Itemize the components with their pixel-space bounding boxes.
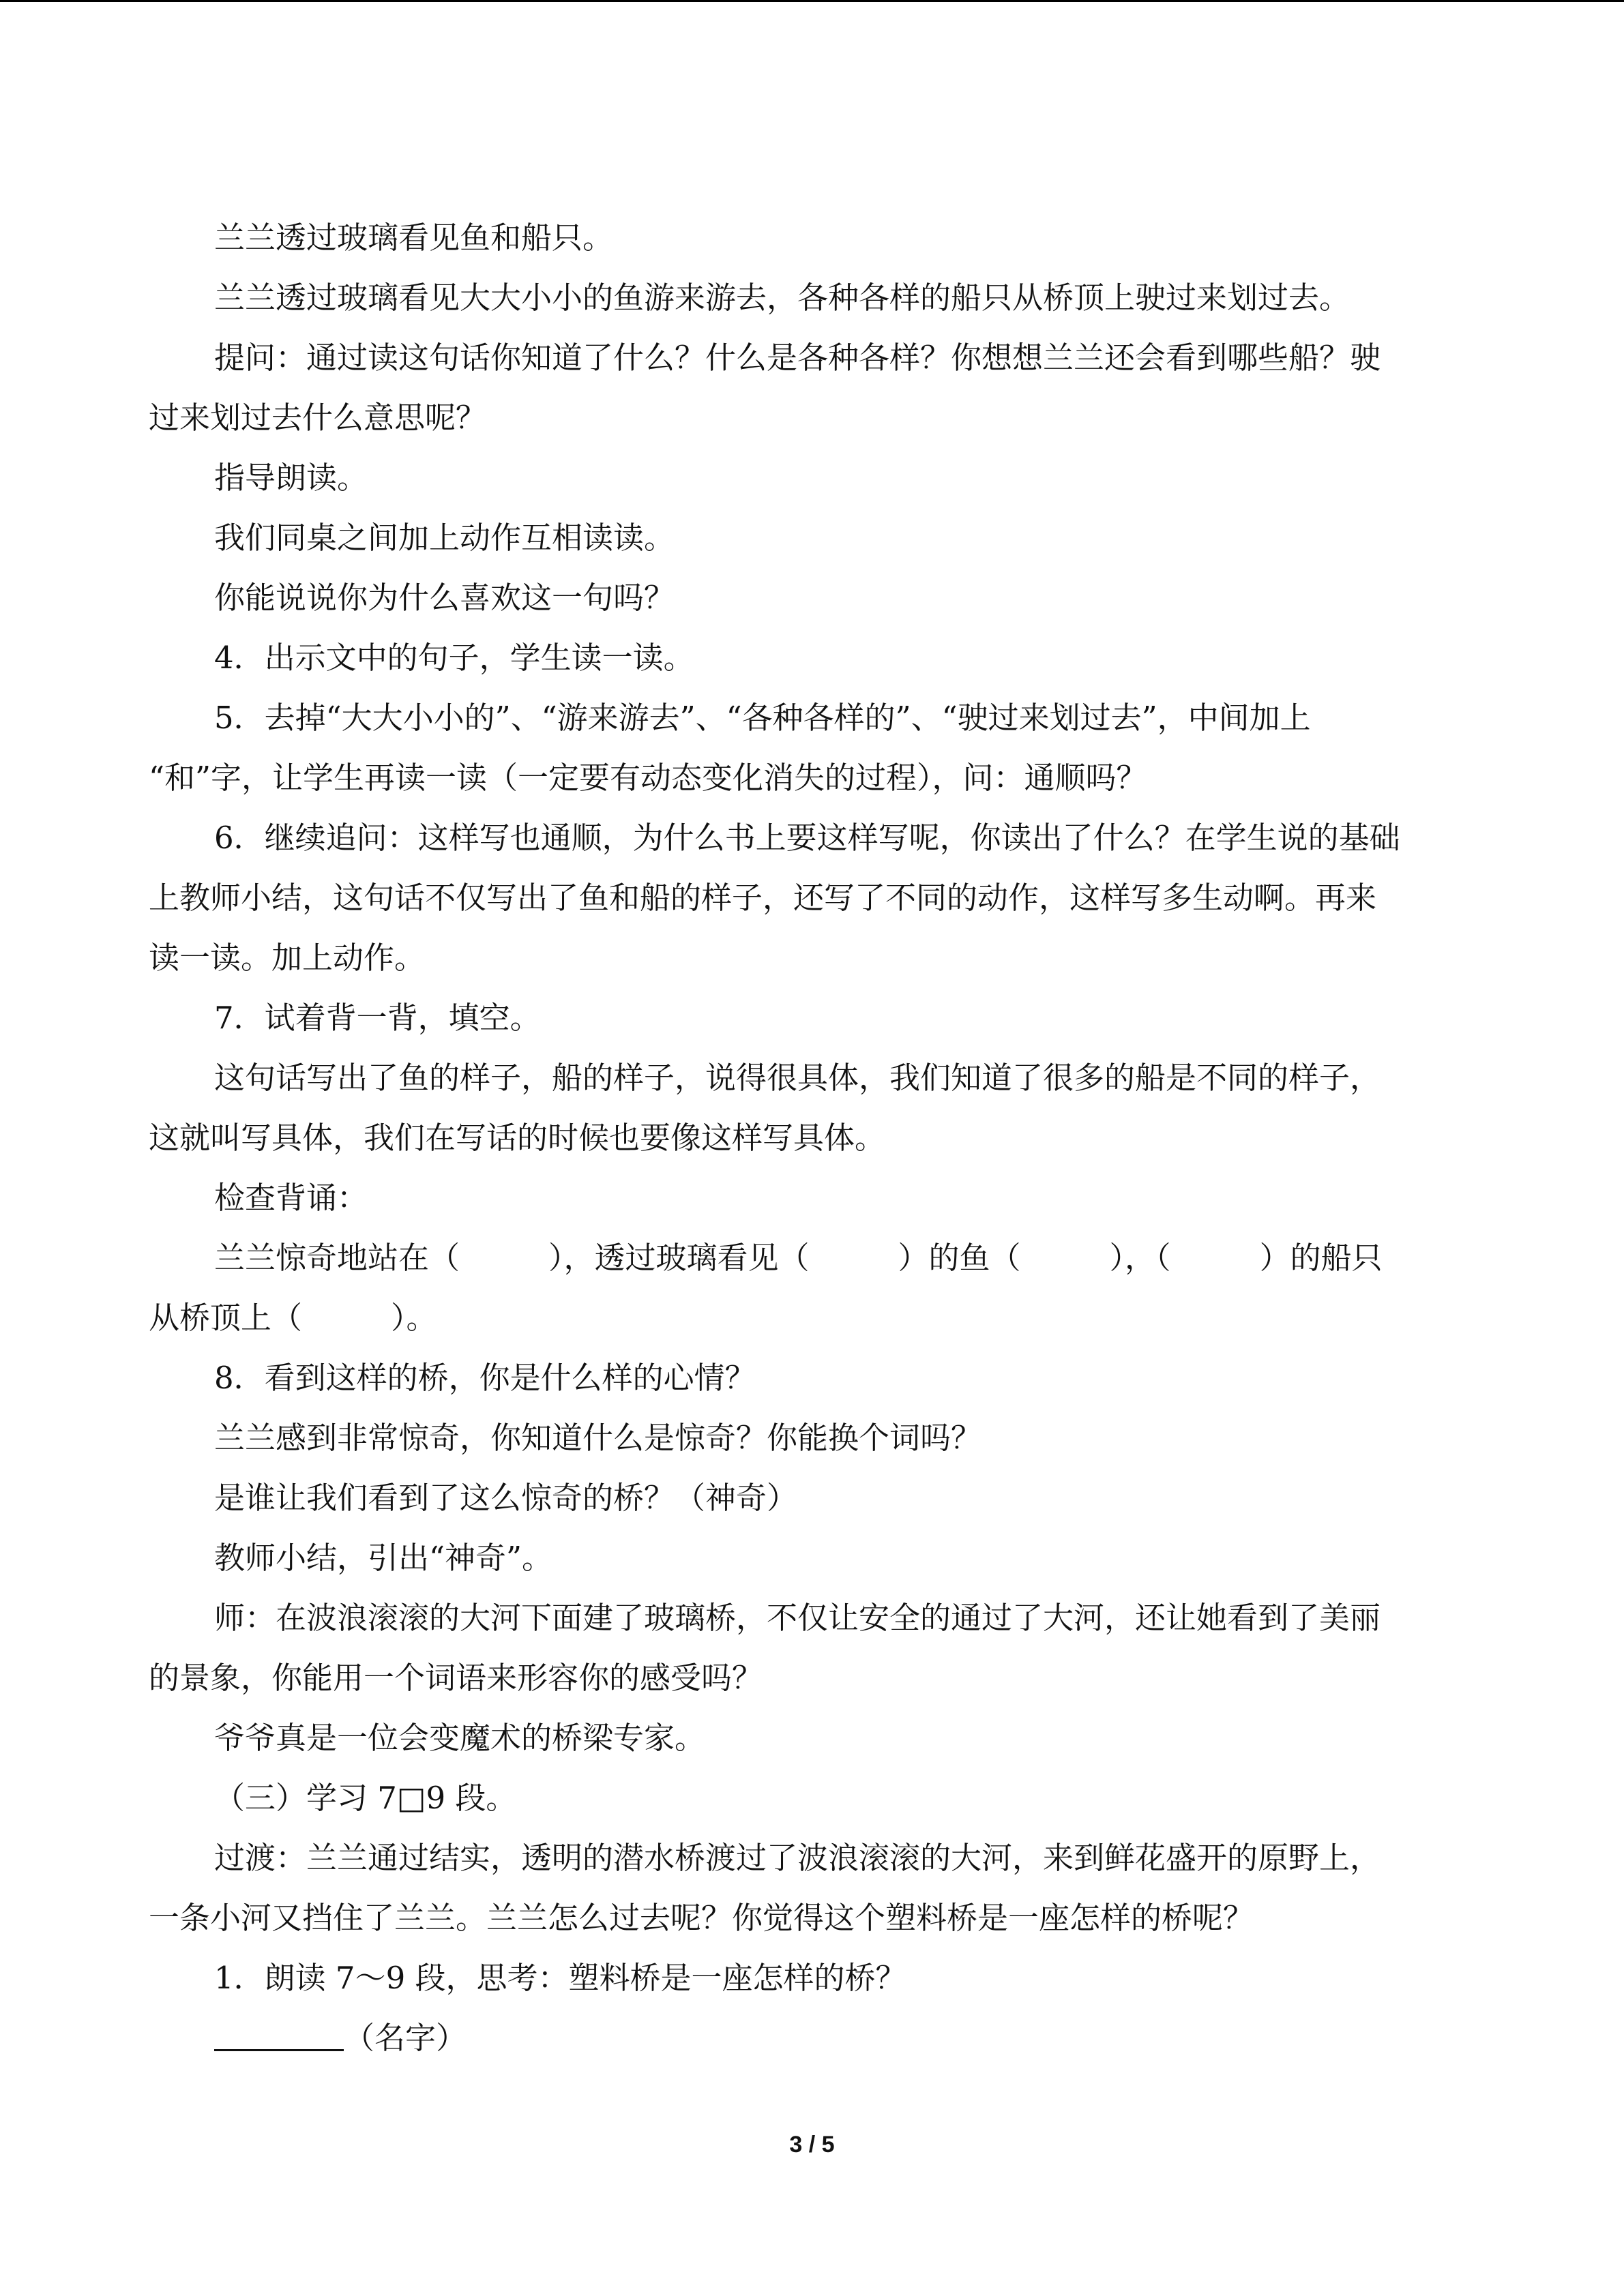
- text-line: 兰兰透过玻璃看见鱼和船只。: [214, 220, 614, 256]
- text-line: 我们同桌之间加上动作互相读读。: [214, 520, 675, 556]
- paragraphs-before: [149, 208, 1475, 1228]
- text-line: 8．看到这样的桥，你是什么样的心情？: [214, 1360, 756, 1396]
- text-line: 上教师小结，这句话不仅写出了鱼和船的样子，还写了不同的动作，这样写多生动啊。再来: [149, 880, 1377, 916]
- text-line: 6．继续追问：这样写也通顺，为什么书上要这样写呢，你读出了什么？在学生说的基础: [214, 820, 1400, 856]
- text-line: （三）学习 7□9 段。: [214, 1780, 517, 1816]
- text-line: 的景象，你能用一个词语来形容你的感受吗？: [149, 1660, 763, 1696]
- paragraphs-after: [149, 1348, 1475, 2008]
- text-line: 兰兰透过玻璃看见大大小小的鱼游来游去，各种各样的船只从桥顶上驶过来划过去。: [214, 280, 1350, 316]
- text-line: 5．去掉“大大小小的”、“游来游去”、“各种各样的”、“驶过来划过去”，中间加上: [214, 700, 1311, 736]
- text-line: 是谁让我们看到了这么惊奇的桥？（神奇）: [214, 1480, 798, 1516]
- text-line: 教师小结，引出“神奇”。: [214, 1540, 553, 1576]
- text-line: 师：在波浪滚滚的大河下面建了玻璃桥，不仅让安全的通过了大河，还让她看到了美丽: [214, 1600, 1381, 1636]
- text-line: 1．朗读 7～9 段，思考：塑料桥是一座怎样的桥？: [214, 1960, 906, 1996]
- fill-blank-line-1: [149, 1228, 1475, 1288]
- document-page: [149, 208, 1475, 2068]
- text-line: 这就叫写具体，我们在写话的时候也要像这样写具体。: [149, 1120, 886, 1156]
- name-fill-line: [149, 2008, 1475, 2068]
- name-blank-underline: [214, 2022, 344, 2051]
- fill-text: ），（: [1109, 1240, 1171, 1276]
- text-line: 指导朗读。: [214, 460, 368, 496]
- fill-text: 兰兰惊奇地站在（: [214, 1240, 460, 1276]
- text-line: 兰兰感到非常惊奇，你知道什么是惊奇？你能换个词吗？: [214, 1420, 982, 1456]
- text-line: 读一读。加上动作。: [149, 940, 426, 976]
- text-line: 你能说说你为什么喜欢这一句吗？: [214, 580, 675, 616]
- top-border-rule: [0, 0, 1624, 2]
- text-line: 检查背诵：: [214, 1180, 368, 1216]
- text-line: 这句话写出了鱼的样子，船的样子，说得很具体，我们知道了很多的船是不同的样子，: [214, 1060, 1381, 1096]
- name-label: （名字）: [344, 2020, 467, 2056]
- text-line: 提问：通过读这句话你知道了什么？什么是各种各样？你想想兰兰还会看到哪些船？驶: [214, 340, 1381, 376]
- fill-text: 从桥顶上（: [149, 1300, 303, 1336]
- text-line: 7．试着背一背，填空。: [214, 1000, 541, 1036]
- fill-text: ）的船只: [1259, 1240, 1383, 1276]
- text-line: 4．出示文中的句子，学生读一读。: [214, 640, 694, 676]
- fill-text: ）。: [391, 1300, 437, 1336]
- text-line: 一条小河又挡住了兰兰。兰兰怎么过去呢？你觉得这个塑料桥是一座怎样的桥呢？: [149, 1900, 1254, 1936]
- text-line: “和”字，让学生再读一读（一定要有动态变化消失的过程），问：通顺吗？: [149, 760, 1147, 796]
- fill-text: ），透过玻璃看见（: [548, 1240, 810, 1276]
- text-line: 爷爷真是一位会变魔术的桥梁专家。: [214, 1720, 706, 1756]
- fill-blank-line-2: [149, 1288, 1475, 1348]
- page-number: 3 / 5: [789, 2132, 835, 2158]
- text-line: 过渡：兰兰通过结实，透明的潜水桥渡过了波浪滚滚的大河，来到鲜花盛开的原野上，: [214, 1840, 1381, 1876]
- text-line: 过来划过去什么意思呢？: [149, 400, 487, 436]
- fill-text: ）的鱼（: [898, 1240, 1021, 1276]
